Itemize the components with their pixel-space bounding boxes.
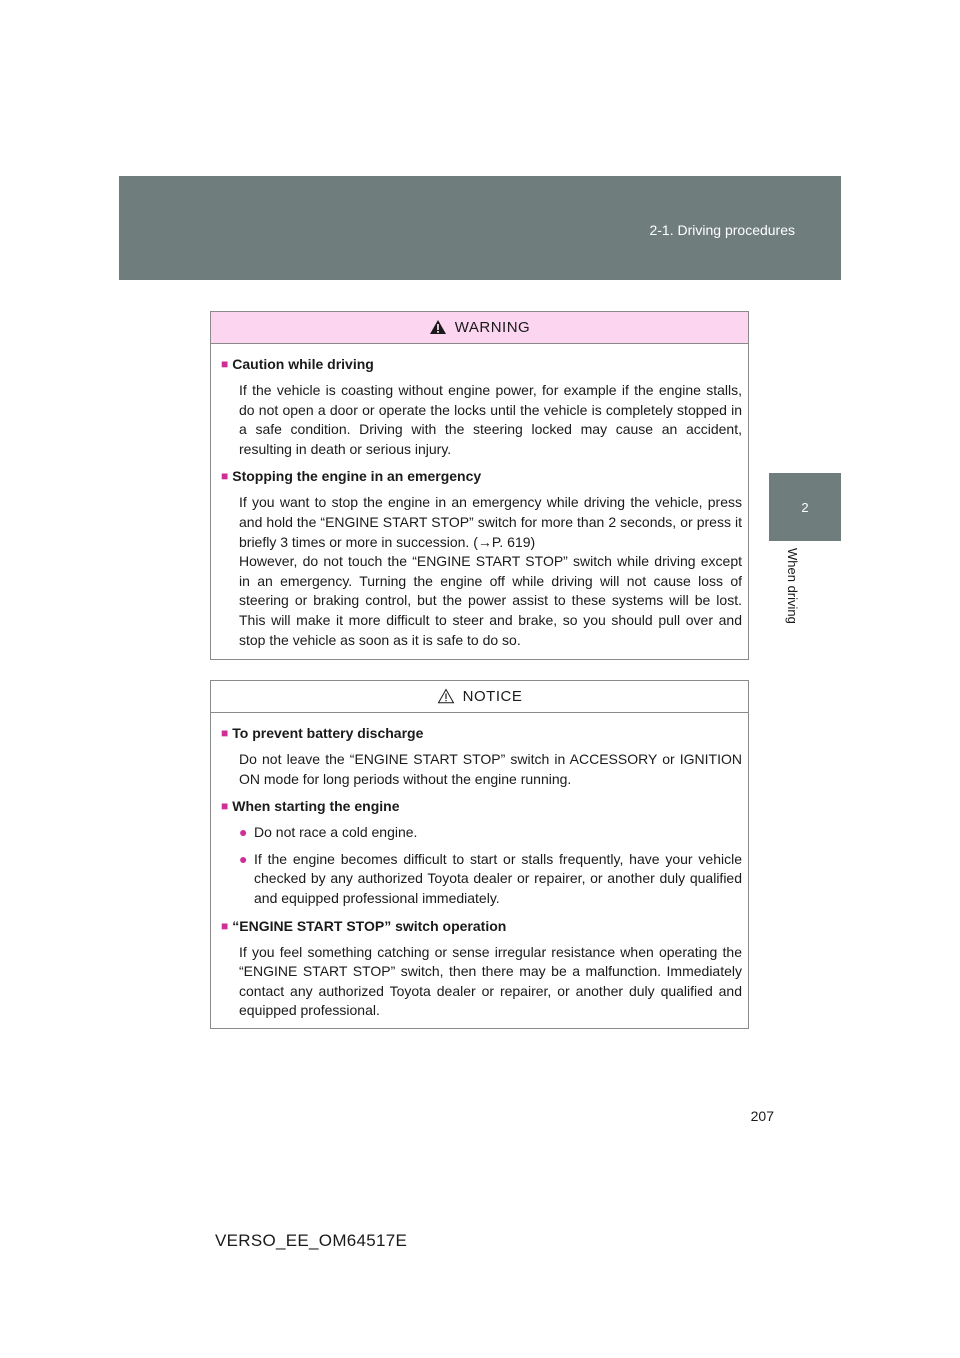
warning-header <box>211 312 748 344</box>
warning-paragraph: If you want to stop the engine in an emergency while driving the vehicle, press and hold the “ENGINE START STOP” switch for more than 2 seconds, or press it briefly 3 times or more in succession. (→P. 619) <box>239 494 742 550</box>
page-number: 207 <box>750 1108 774 1124</box>
notice-bullet-item: ● If the engine becomes difficult to start or stalls frequently, have your vehicle checked by any authorized Toyota dealer or repairer, or another duly qualified and equipped professional immediately. <box>239 850 742 909</box>
warning-triangle-filled-icon <box>429 319 447 335</box>
notice-section-title: ■ “ENGINE START STOP” switch operation <box>221 917 507 934</box>
notice-heading: NOTICE <box>462 688 523 705</box>
notice-bullet-item: ● Do not race a cold engine. <box>239 823 742 843</box>
notice-paragraph: Do not leave the “ENGINE START STOP” switch in ACCESSORY or IGNITION ON mode for long periods without the engine running. <box>239 751 742 787</box>
notice-section-title: ■ When starting the engine <box>221 798 400 815</box>
header-band <box>119 176 841 280</box>
warning-heading: WARNING <box>454 319 531 336</box>
square-bullet-icon: ■ <box>221 799 229 814</box>
warning-section-title: ■ Caution while driving <box>221 356 374 372</box>
chapter-number: 2 <box>801 500 809 515</box>
chapter-label: When driving <box>785 548 800 624</box>
notice-box <box>210 680 749 1029</box>
notice-triangle-outline-icon <box>437 688 455 704</box>
document-code: VERSO_EE_OM64517E <box>215 1231 408 1250</box>
section-title: 2-1. Driving procedures <box>649 222 795 238</box>
warning-box <box>210 311 749 660</box>
square-bullet-icon: ■ <box>221 469 229 484</box>
warning-paragraph: If the vehicle is coasting without engine power, for example if the engine stalls, do not open a door or operate the locks until the vehicle is completely stopped in a safe condition. Driving with the steering locked may cause an accident, resulting in death or serious injury. <box>239 382 742 457</box>
chapter-tab <box>769 473 841 541</box>
warning-paragraph: However, do not touch the “ENGINE START STOP” switch while driving except in an emergency. Turning the engine off while driving will not cause loss of steering or braking control, but the power assist to these systems will be lost. This will make it more difficult to steer and brake, so you should pull over and stop the vehicle as soon as it is safe to do so. <box>239 553 742 648</box>
notice-section-title: ■ To prevent battery discharge <box>221 725 424 741</box>
circle-bullet-icon: ● <box>239 824 248 841</box>
square-bullet-icon: ■ <box>221 918 229 933</box>
notice-paragraph: If you feel something catching or sense irregular resistance when operating the “ENGINE START STOP” switch, then there may be a malfunction. Immediately contact any authorized Toyota dealer or repairer, or another duly qualified and equipped professional. <box>239 943 742 1019</box>
circle-bullet-icon: ● <box>239 850 248 867</box>
square-bullet-icon: ■ <box>221 726 229 740</box>
warning-section-title: ■ Stopping the engine in an emergency <box>221 468 482 485</box>
notice-header <box>211 681 748 713</box>
square-bullet-icon: ■ <box>221 357 229 371</box>
